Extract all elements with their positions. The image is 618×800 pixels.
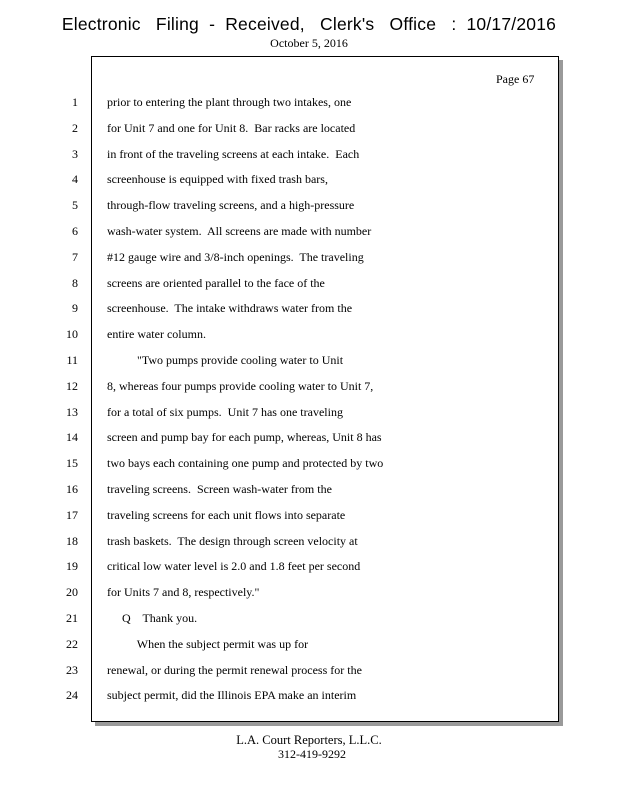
line-text: renewal, or during the permit renewal process for the <box>107 662 362 677</box>
line-text: screenhouse. The intake withdraws water from the <box>107 301 353 316</box>
line-number: 19 <box>66 559 78 574</box>
line-number: 20 <box>66 585 78 600</box>
line-number: 7 <box>72 249 78 264</box>
line-number: 13 <box>66 404 78 419</box>
line-text: through-flow traveling screens, and a high-pressure <box>107 198 355 213</box>
line-text: entire water column. <box>107 327 206 342</box>
line-number: 6 <box>72 224 78 238</box>
line-text: trash baskets. The design through screen velocity at <box>107 533 358 548</box>
line-text: screenhouse is equipped with fixed trash bars, <box>107 172 328 187</box>
line-text: "Two pumps provide cooling water to Unit <box>107 353 344 367</box>
line-text: #12 gauge wire and 3/8-inch openings. The traveling <box>107 249 364 264</box>
court-reporter-name: L.A. Court Reporters, L.L.C. <box>236 733 382 747</box>
line-number: 24 <box>66 688 78 703</box>
page-number: Page 67 <box>496 72 535 86</box>
line-number: 17 <box>66 507 78 522</box>
line-text: prior to entering the plant through two intakes, one <box>107 95 352 109</box>
line-number: 15 <box>66 456 78 471</box>
line-number: 21 <box>66 611 78 625</box>
line-number: 9 <box>72 301 78 316</box>
court-reporter-phone: 312-419-9292 <box>278 747 346 761</box>
line-text: subject permit, did the Illinois EPA make an interim <box>107 688 357 703</box>
line-text: traveling screens. Screen wash-water from the <box>107 482 332 496</box>
line-number: 23 <box>66 662 78 677</box>
line-text: for Units 7 and 8, respectively." <box>107 585 260 600</box>
line-number: 12 <box>66 378 78 393</box>
line-text: Q Thank you. <box>107 611 198 625</box>
line-number: 16 <box>66 482 78 496</box>
line-text: in front of the traveling screens at each intake. Each <box>107 146 360 161</box>
line-number: 18 <box>66 533 78 548</box>
line-number: 3 <box>72 146 78 161</box>
line-text: for Unit 7 and one for Unit 8. Bar racks are located <box>107 120 356 135</box>
line-number: 2 <box>72 120 78 135</box>
line-number: 11 <box>66 353 78 367</box>
line-number: 22 <box>66 636 78 651</box>
line-text: critical low water level is 2.0 and 1.8 feet per second <box>107 559 361 574</box>
line-number: 4 <box>72 172 78 187</box>
line-number: 10 <box>66 327 78 342</box>
line-number: 8 <box>72 275 78 290</box>
line-text: two bays each containing one pump and protected by two <box>107 456 384 471</box>
line-text: traveling screens for each unit flows into separate <box>107 507 346 522</box>
line-text: screen and pump bay for each pump, whereas, Unit 8 has <box>107 430 382 445</box>
line-number: 1 <box>72 95 78 109</box>
transcript-date: October 5, 2016 <box>270 36 348 50</box>
filing-stamp: Electronic Filing - Received, Clerk's Office : 10/17/2016 <box>61 14 557 34</box>
line-text: for a total of six pumps. Unit 7 has one traveling <box>107 404 343 419</box>
line-text: 8, whereas four pumps provide cooling water to Unit 7, <box>107 378 374 393</box>
line-number: 5 <box>72 198 78 213</box>
line-text: wash-water system. All screens are made with number <box>107 224 372 238</box>
line-text: When the subject permit was up for <box>107 636 309 651</box>
line-text: screens are oriented parallel to the face of the <box>107 275 325 290</box>
line-number: 14 <box>66 430 78 445</box>
